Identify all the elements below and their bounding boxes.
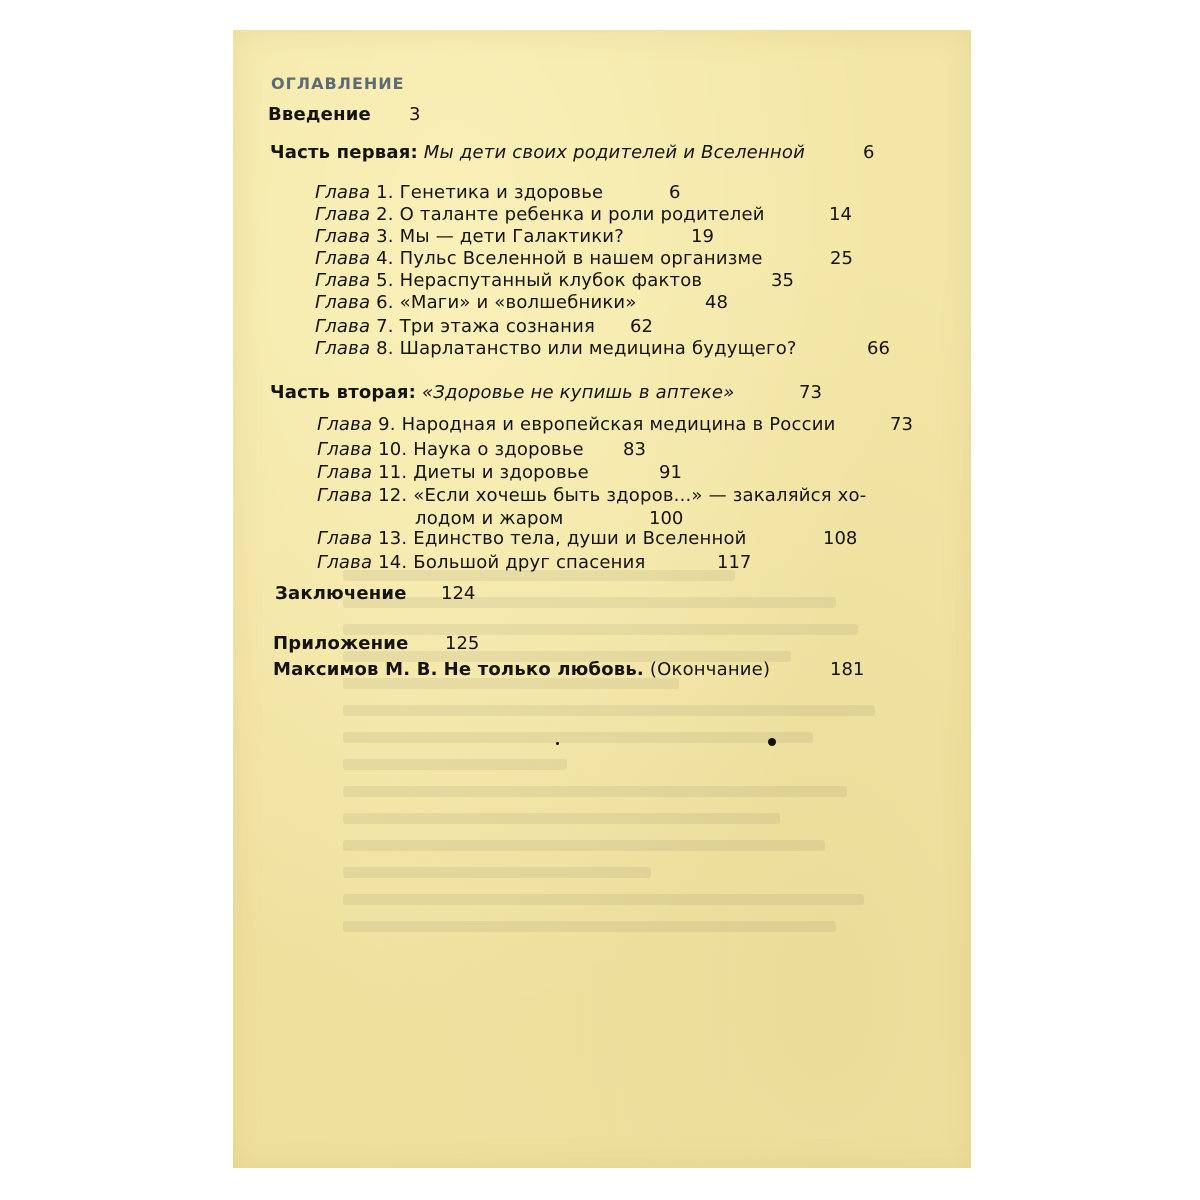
toc-chapter-14 bbox=[317, 552, 646, 574]
toc-chapter-10 bbox=[317, 439, 584, 461]
toc-part2-title: «Здоровье не купишь в аптеке» bbox=[421, 382, 735, 403]
chapter-number: 4. bbox=[376, 248, 394, 269]
toc-chapter-9 bbox=[317, 414, 836, 436]
toc-chapter-9-page: 73 bbox=[890, 414, 913, 435]
toc-chapter-10-page: 83 bbox=[623, 439, 646, 460]
toc-extra-note: (Окончание) bbox=[649, 659, 771, 680]
chapter-title: Шарлатанство или медицина будущего? bbox=[399, 338, 797, 359]
chapter-number: 10. bbox=[378, 439, 408, 460]
chapter-number: 11. bbox=[378, 462, 408, 483]
chapter-number: 7. bbox=[376, 316, 394, 337]
chapter-title: Наука о здоровье bbox=[413, 439, 584, 460]
chapter-label: Глава bbox=[317, 485, 373, 506]
toc-chapter-8-page: 66 bbox=[867, 338, 890, 359]
chapter-number: 3. bbox=[376, 226, 394, 247]
chapter-label: Глава bbox=[315, 248, 371, 269]
chapter-title: Мы — дети Галактики? bbox=[399, 226, 624, 247]
chapter-number: 5. bbox=[376, 270, 394, 291]
toc-chapter-14-page: 117 bbox=[717, 552, 752, 573]
toc-chapter-13 bbox=[317, 528, 747, 550]
toc-chapter-1-page: 6 bbox=[669, 182, 681, 203]
ink-speck bbox=[556, 742, 559, 745]
toc-chapter-3 bbox=[315, 226, 624, 248]
chapter-label: Глава bbox=[315, 338, 371, 359]
chapter-label: Глава bbox=[315, 270, 371, 291]
toc-chapter-2-page: 14 bbox=[829, 204, 852, 225]
chapter-number: 12. bbox=[378, 485, 408, 506]
toc-heading: ОГЛАВЛЕНИЕ bbox=[271, 74, 405, 93]
chapter-title: «Маги» и «волшебники» bbox=[399, 292, 637, 313]
toc-chapter-2 bbox=[315, 204, 765, 226]
toc-chapter-5 bbox=[315, 270, 702, 292]
chapter-title: Диеты и здоровье bbox=[413, 462, 589, 483]
toc-chapter-12-page: 100 bbox=[649, 508, 684, 529]
toc-appendix-title: Приложение bbox=[273, 633, 409, 654]
toc-chapter-4-page: 25 bbox=[830, 248, 853, 269]
book-page bbox=[233, 30, 971, 1168]
chapter-number: 13. bbox=[378, 528, 408, 549]
chapter-title: Народная и европейская медицина в России bbox=[401, 414, 836, 435]
chapter-label: Глава bbox=[315, 226, 371, 247]
toc-chapter-11-page: 91 bbox=[659, 462, 682, 483]
toc-chapter-5-page: 35 bbox=[771, 270, 794, 291]
toc-chapter-6 bbox=[315, 292, 637, 314]
chapter-label: Глава bbox=[315, 204, 371, 225]
toc-part2 bbox=[270, 382, 734, 404]
chapter-title: О таланте ребенка и роли родителей bbox=[399, 204, 765, 225]
chapter-label: Глава bbox=[315, 316, 371, 337]
chapter-title: Нераспутанный клубок фактов bbox=[399, 270, 703, 291]
toc-chapter-11 bbox=[317, 462, 589, 484]
toc-appendix-page: 125 bbox=[445, 633, 480, 654]
chapter-number: 14. bbox=[378, 552, 408, 573]
toc-chapter-12 bbox=[317, 485, 866, 507]
chapter-title: Большой друг спасения bbox=[413, 552, 646, 573]
chapter-number: 9. bbox=[378, 414, 396, 435]
toc-part1-title: Мы дети своих родителей и Вселенной bbox=[423, 142, 805, 163]
toc-extra bbox=[273, 659, 770, 681]
toc-chapter-3-page: 19 bbox=[691, 226, 714, 247]
chapter-title: Пульс Вселенной в нашем организме bbox=[399, 248, 763, 269]
toc-part2-label: Часть вторая: bbox=[270, 382, 417, 403]
toc-chapter-6-page: 48 bbox=[705, 292, 728, 313]
bleed-through-text bbox=[343, 570, 903, 1020]
chapter-number: 8. bbox=[376, 338, 394, 359]
toc-extra-title: Не только любовь. bbox=[443, 659, 644, 680]
toc-chapter-1 bbox=[315, 182, 603, 204]
chapter-title: «Если хочешь быть здоров...» — закаляйся хо- bbox=[413, 485, 867, 506]
chapter-title: Единство тела, души и Вселенной bbox=[413, 528, 747, 549]
toc-chapter-13-page: 108 bbox=[823, 528, 858, 549]
chapter-label: Глава bbox=[315, 292, 371, 313]
chapter-title: Генетика и здоровье bbox=[399, 182, 604, 203]
chapter-label: Глава bbox=[317, 414, 373, 435]
toc-chapter-4 bbox=[315, 248, 763, 270]
chapter-label: Глава bbox=[317, 439, 373, 460]
toc-part1-label: Часть первая: bbox=[270, 142, 418, 163]
chapter-label: Глава bbox=[315, 182, 371, 203]
toc-extra-page: 181 bbox=[830, 659, 865, 680]
toc-intro-title: Введение bbox=[268, 104, 371, 125]
chapter-number: 2. bbox=[376, 204, 394, 225]
ink-speck bbox=[768, 738, 776, 746]
toc-conclusion-title: Заключение bbox=[275, 583, 407, 604]
toc-chapter-12-continued: лодом и жаром bbox=[415, 508, 564, 529]
toc-intro-page: 3 bbox=[409, 104, 421, 125]
toc-chapter-8 bbox=[315, 338, 797, 360]
toc-chapter-7-page: 62 bbox=[630, 316, 653, 337]
chapter-number: 1. bbox=[376, 182, 394, 203]
toc-extra-author: Максимов М. В. bbox=[273, 659, 438, 680]
chapter-label: Глава bbox=[317, 552, 373, 573]
toc-chapter-7 bbox=[315, 316, 595, 338]
toc-part1 bbox=[270, 142, 805, 164]
chapter-label: Глава bbox=[317, 528, 373, 549]
chapter-title: Три этажа сознания bbox=[399, 316, 596, 337]
chapter-label: Глава bbox=[317, 462, 373, 483]
toc-part1-page: 6 bbox=[863, 142, 875, 163]
toc-conclusion-page: 124 bbox=[441, 583, 476, 604]
chapter-number: 6. bbox=[376, 292, 394, 313]
toc-part2-page: 73 bbox=[799, 382, 822, 403]
